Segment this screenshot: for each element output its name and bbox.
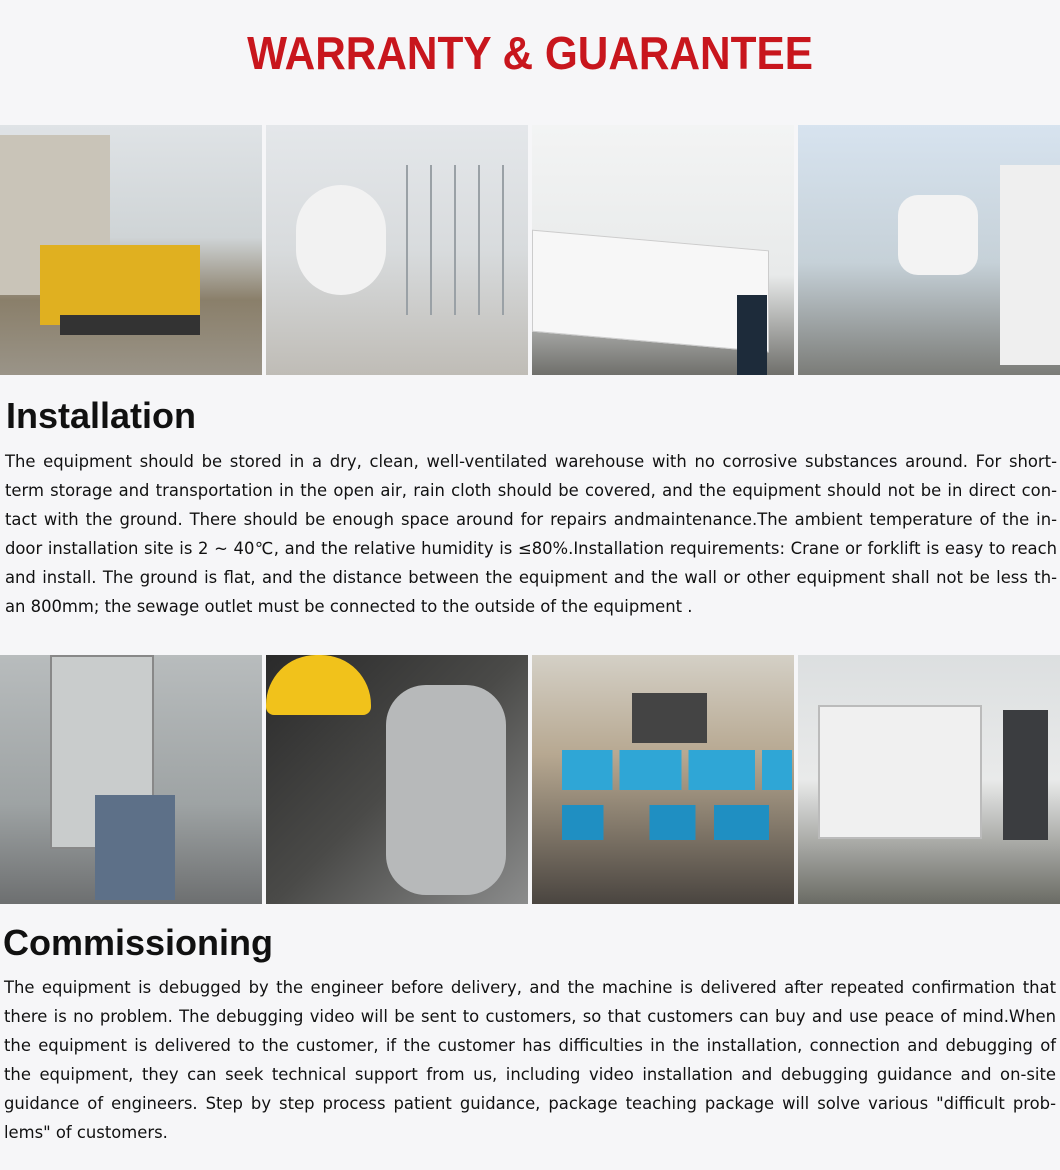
installation-photo-row	[0, 125, 1060, 375]
text-line: an 800mm; the sewage outlet must be connected to the outside of the equipment .	[5, 597, 693, 616]
text-line: tact with the ground. There should be enough space around for repairs andmaintenance.The ambient temperature of the in-	[5, 510, 1057, 529]
text-line: The equipment is debugged by the engineer before delivery, and the machine is delivered after repeated confirmation that	[4, 978, 1056, 997]
photo-control-room	[532, 655, 794, 904]
photo-compressor-unit	[798, 655, 1060, 904]
text-line: there is no problem. The debugging video will be sent to customers, so that customers can buy and use peace of mind.When	[4, 1007, 1056, 1026]
photo-tank-delivery	[266, 125, 528, 375]
text-line: lems" of customers.	[4, 1123, 168, 1142]
text-line: The equipment should be stored in a dry, clean, well-ventilated warehouse with no corrosive substances around. For short-	[5, 452, 1057, 471]
installation-paragraph	[5, 447, 1057, 621]
photo-crane-truck	[0, 125, 262, 375]
photo-lifting-beam	[532, 125, 794, 375]
text-line: guidance of engineers. Step by step process patient guidance, package teaching package will solve various "difficult prob-	[4, 1094, 1056, 1113]
commissioning-paragraph	[4, 973, 1056, 1147]
installation-heading: Installation	[6, 395, 197, 436]
page-title: WARRANTY & GUARANTEE	[247, 27, 813, 79]
text-line: term storage and transportation in the open air, rain cloth should be covered, and the equipment should not be in direct con-	[5, 481, 1057, 500]
commissioning-heading: Commissioning	[3, 922, 274, 963]
photo-engineer-welding	[266, 655, 528, 904]
commissioning-photo-row	[0, 655, 1060, 904]
text-line: the equipment is delivered to the customer, if the customer has difficulties in the installation, connection and debugging of	[4, 1036, 1056, 1055]
photo-control-cabinet	[0, 655, 262, 904]
text-line: and install. The ground is flat, and the distance between the equipment and the wall or other equipment shall not be less th-	[5, 568, 1057, 587]
text-line: the equipment, they can seek technical support from us, including video installation and debugging guidance and on-site	[4, 1065, 1056, 1084]
photo-lifting-bags	[798, 125, 1060, 375]
text-line: door installation site is 2 ~ 40℃, and the relative humidity is ≤80%.Installation requirements: Crane or forklift is easy to reach	[5, 539, 1057, 558]
